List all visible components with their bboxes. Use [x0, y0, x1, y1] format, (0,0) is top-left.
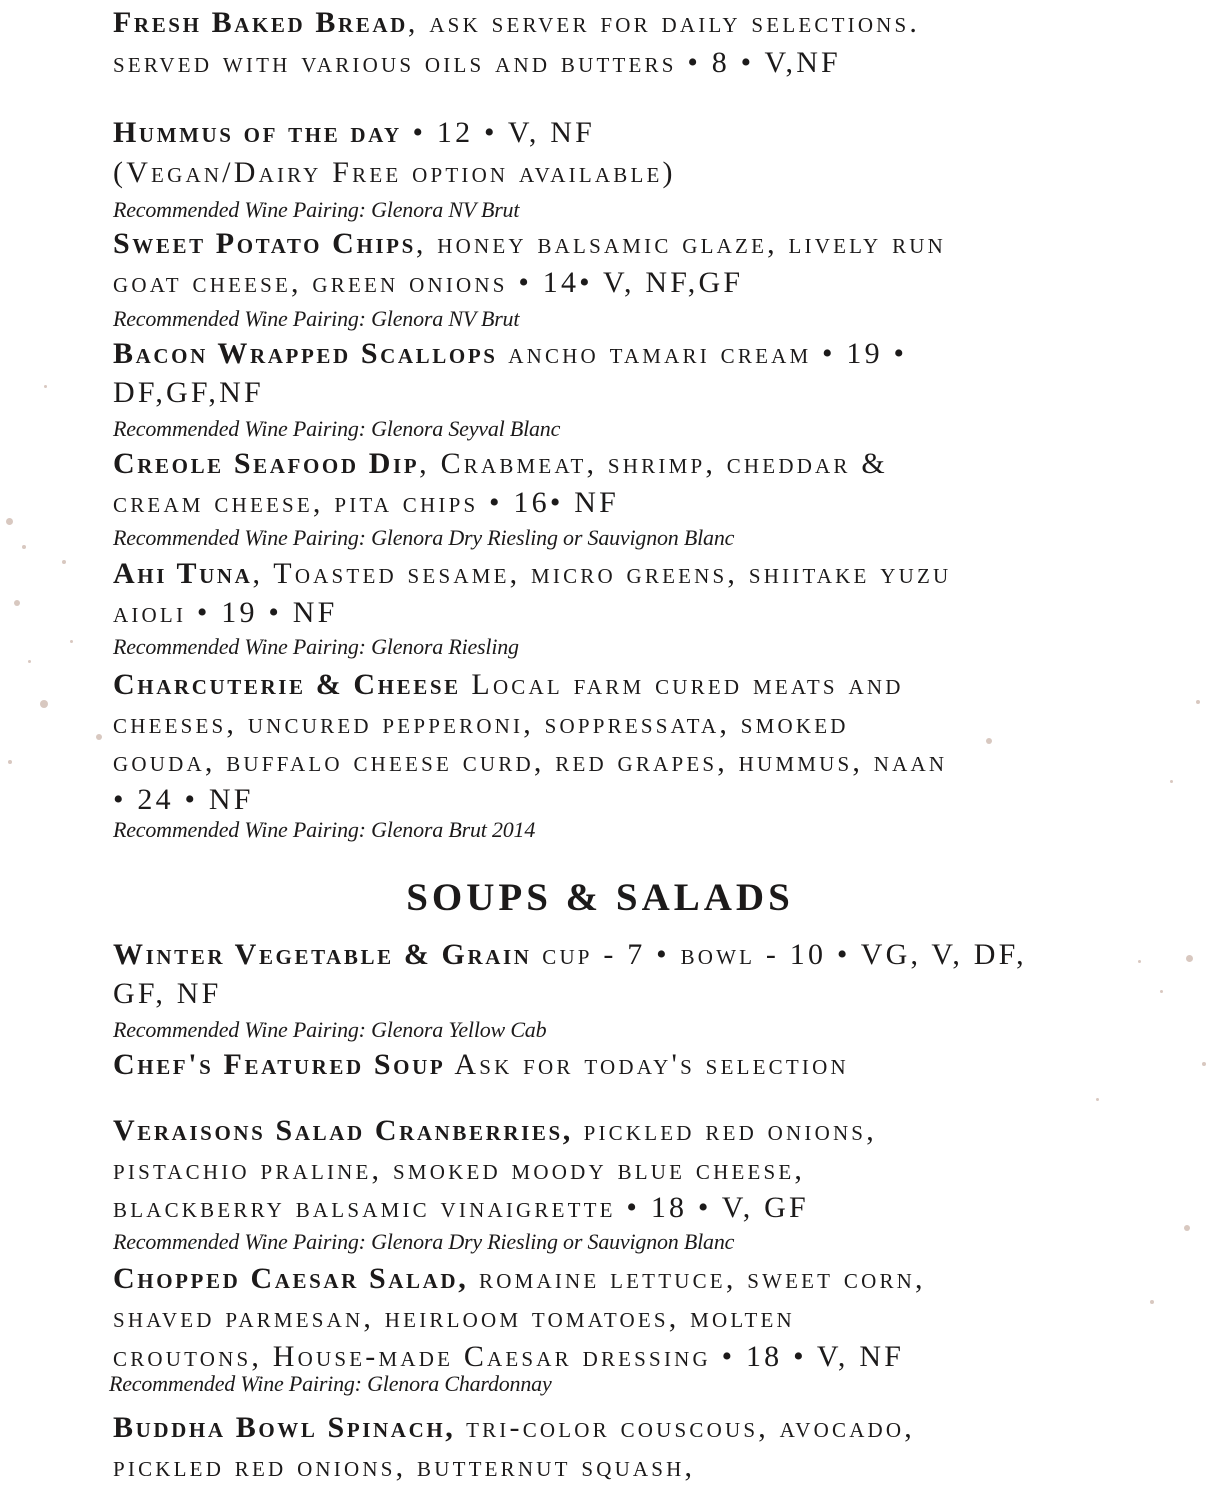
section-heading-soups-salads: SOUPS & SALADS	[406, 876, 794, 919]
hummus-wine-pairing: Recommended Wine Pairing: Glenora NV Brut	[113, 197, 520, 222]
chef-soup-name: Chef's Featured Soup	[113, 1048, 446, 1081]
dip-wine-pairing: Recommended Wine Pairing: Glenora Dry Riesling or Sauvignon Blanc	[113, 525, 735, 550]
bread-line-2: served with various oils and butters • 8 • V,NF	[113, 46, 841, 79]
winter-name: Winter Vegetable & Grain	[113, 938, 532, 971]
tuna-name: Ahi Tuna	[113, 557, 253, 590]
chips-line-1: Sweet Potato Chips, honey balsamic glaze, lively run	[113, 227, 947, 260]
scallops-line-1: Bacon Wrapped Scallops ancho tamari cream • 19 •	[113, 337, 908, 370]
buddha-line-1: Buddha Bowl Spinach, tri-color couscous, avocado,	[113, 1411, 915, 1444]
chips-wine-pairing: Recommended Wine Pairing: Glenora NV Brut	[113, 306, 520, 331]
caesar-line-2: shaved parmesan, heirloom tomatoes, molten	[113, 1301, 795, 1334]
veraisons-line-1: Veraisons Salad Cranberries, pickled red onions,	[113, 1114, 877, 1147]
charcuterie-name: Charcuterie & Cheese	[113, 668, 461, 701]
scallops-name: Bacon Wrapped Scallops	[113, 337, 498, 370]
caesar-line-1: Chopped Caesar Salad, romaine lettuce, sweet corn,	[113, 1262, 926, 1295]
hummus-line-1: Hummus of the day • 12 • V, NF	[113, 116, 595, 149]
buddha-line-2: pickled red onions, butternut squash,	[113, 1450, 696, 1483]
chef-soup-line-1: Chef's Featured Soup Ask for today's selection	[113, 1048, 849, 1081]
charcuterie-line-2: cheeses, uncured pepperoni, soppressata, smoked	[113, 707, 849, 740]
hummus-line-2: (Vegan/Dairy Free option available)	[113, 156, 676, 189]
chips-name: Sweet Potato Chips	[113, 227, 416, 260]
hummus-name: Hummus of the day	[113, 116, 402, 149]
winter-wine-pairing: Recommended Wine Pairing: Glenora Yellow Cab	[113, 1017, 547, 1042]
bread-name: Fresh Baked Bread	[113, 6, 408, 39]
charcuterie-line-4: • 24 • NF	[113, 783, 254, 816]
buddha-name: Buddha Bowl Spinach,	[113, 1411, 456, 1444]
winter-line-1: Winter Vegetable & Grain cup - 7 • bowl - 10 • VG, V, DF,	[113, 938, 1027, 971]
caesar-name: Chopped Caesar Salad,	[113, 1262, 469, 1295]
dip-line-2: cream cheese, pita chips • 16• NF	[113, 486, 619, 519]
charcuterie-line-1: Charcuterie & Cheese Local farm cured meats and	[113, 668, 904, 701]
veraisons-wine-pairing: Recommended Wine Pairing: Glenora Dry Riesling or Sauvignon Blanc	[113, 1229, 735, 1254]
charcuterie-line-3: gouda, buffalo cheese curd, red grapes, hummus, naan	[113, 745, 948, 778]
bread-line-1: Fresh Baked Bread, ask server for daily selections.	[113, 6, 921, 39]
veraisons-name: Veraisons Salad Cranberries,	[113, 1114, 573, 1147]
veraisons-line-2: pistachio praline, smoked moody blue cheese,	[113, 1153, 806, 1186]
veraisons-line-3: blackberry balsamic vinaigrette • 18 • V, GF	[113, 1191, 809, 1224]
caesar-line-3: croutons, House-made Caesar dressing • 18 • V, NF	[113, 1340, 905, 1373]
caesar-wine-pairing: Recommended Wine Pairing: Glenora Chardonnay	[109, 1371, 552, 1396]
tuna-line-2: aioli • 19 • NF	[113, 596, 338, 629]
charcuterie-wine-pairing: Recommended Wine Pairing: Glenora Brut 2014	[113, 817, 536, 842]
scallops-wine-pairing: Recommended Wine Pairing: Glenora Seyval Blanc	[113, 416, 561, 441]
chips-line-2: goat cheese, green onions • 14• V, NF,GF	[113, 266, 744, 299]
tuna-line-1: Ahi Tuna, Toasted sesame, micro greens, shiitake yuzu	[113, 557, 952, 590]
winter-line-2: GF, NF	[113, 977, 222, 1010]
dip-name: Creole Seafood Dip	[113, 447, 420, 480]
tuna-wine-pairing: Recommended Wine Pairing: Glenora Riesling	[113, 634, 519, 659]
dip-line-1: Creole Seafood Dip, Crabmeat, shrimp, cheddar &	[113, 447, 888, 480]
scallops-line-2: DF,GF,NF	[113, 376, 264, 409]
